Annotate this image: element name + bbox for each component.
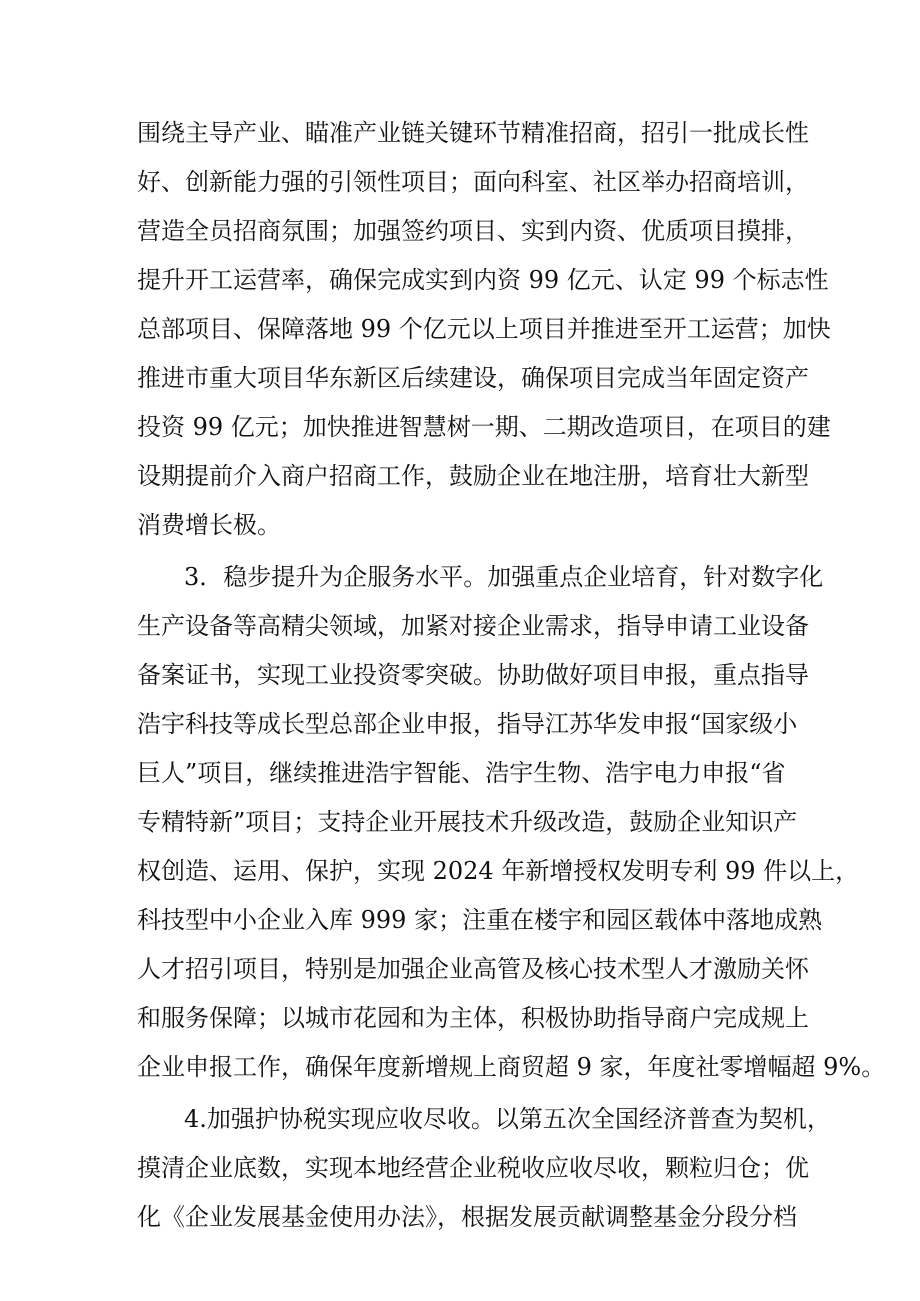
text-line-17: 科技型中小企业入库 999 家；注重在楼宇和园区载体中落地成熟: [137, 906, 823, 934]
text-line-9: 消费增长极。: [137, 511, 281, 539]
text-line-1: 围绕主导产业、瞄准产业链关键环节精准招商，招引一批成长性: [137, 119, 809, 147]
text-line-18: 人才招引项目，特别是加强企业高管及核心技术型人才激励关怀: [137, 955, 809, 983]
text-line-13: 浩宇科技等成长型总部企业申报，指导江苏华发申报“国家级小: [137, 710, 798, 738]
text-line-4: 提升开工运营率，确保完成实到内资 99 亿元、认定 99 个标志性: [137, 266, 829, 294]
text-line-22: 摸清企业底数，实现本地经营企业税收应收尽收，颗粒归仓；优: [137, 1154, 809, 1182]
text-line-6: 推进市重大项目华东新区后续建设，确保项目完成当年固定资产: [137, 364, 809, 392]
text-line-10: 3．稳步提升为企服务水平。加强重点企业培育，针对数字化: [184, 563, 824, 591]
text-line-3: 营造全员招商氛围；加强签约项目、实到内资、优质项目摸排，: [137, 217, 809, 245]
text-line-7: 投资 99 亿元；加快推进智慧树一期、二期改造项目，在项目的建: [137, 413, 831, 441]
text-line-5: 总部项目、保障落地 99 个亿元以上项目并推进至开工运营；加快: [137, 315, 831, 343]
text-line-11: 生产设备等高精尖领域，加紧对接企业需求，指导申请工业设备: [137, 612, 809, 640]
text-line-12: 备案证书，实现工业投资零突破。协助做好项目申报，重点指导: [137, 661, 809, 689]
text-line-15: 专精特新”项目；支持企业开展技术升级改造，鼓励企业知识产: [137, 808, 798, 836]
text-line-2: 好、创新能力强的引领性项目；面向科室、社区举办招商培训，: [137, 168, 809, 196]
text-line-16: 权创造、运用、保护，实现 2024 年新增授权发明专利 99 件以上，: [137, 857, 860, 885]
text-line-19: 和服务保障；以城市花园和为主体，积极协助指导商户完成规上: [137, 1004, 809, 1032]
text-line-20: 企业申报工作，确保年度新增规上商贸超 9 家，年度社零增幅超 9%。: [137, 1053, 886, 1081]
text-line-8: 设期提前介入商户招商工作，鼓励企业在地注册，培育壮大新型: [137, 462, 809, 490]
text-line-23: 化《企业发展基金使用办法》，根据发展贡献调整基金分段分档: [137, 1203, 797, 1231]
text-line-21: 4.加强护协税实现应收尽收。以第五次全国经济普查为契机，: [184, 1105, 831, 1133]
text-line-14: 巨人”项目，继续推进浩宇智能、浩宇生物、浩宇电力申报“省: [137, 759, 786, 787]
